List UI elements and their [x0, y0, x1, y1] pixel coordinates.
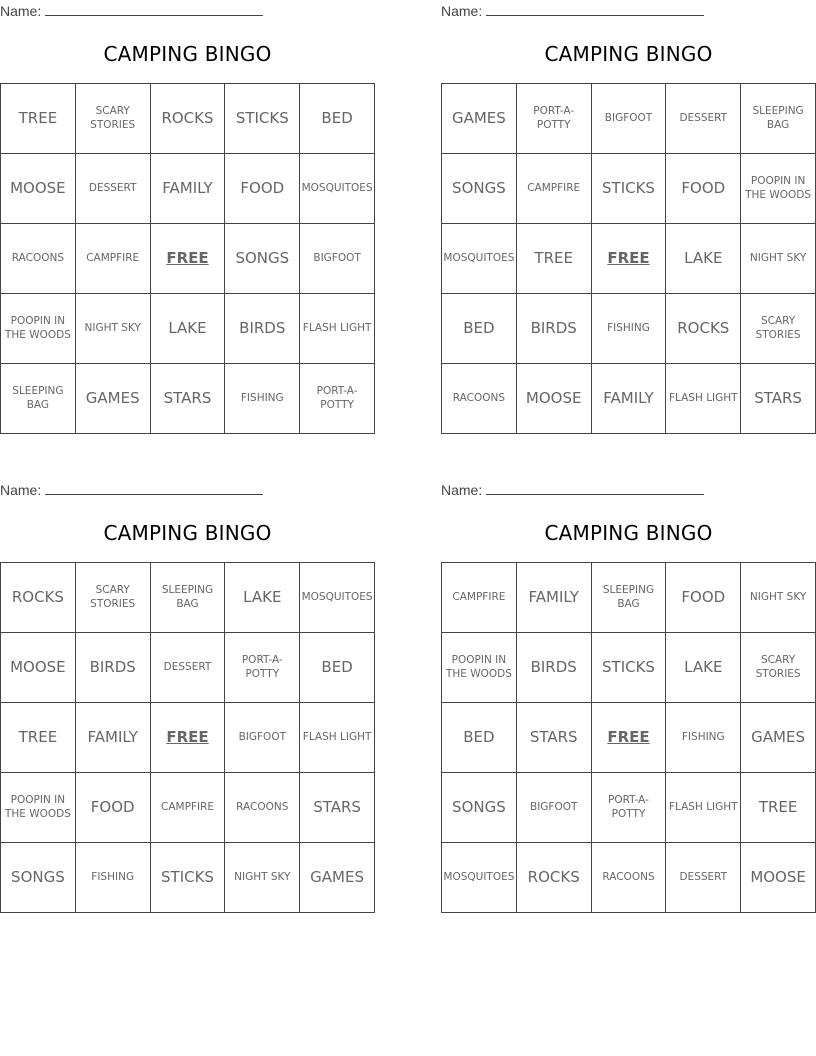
- name-label: Name:: [441, 482, 483, 498]
- bingo-cell: STARS: [741, 364, 816, 434]
- name-field: [441, 3, 704, 19]
- bingo-cell: LAKE: [666, 224, 741, 294]
- bingo-cell: BIGFOOT: [517, 773, 592, 843]
- free-space-cell: FREE: [592, 703, 667, 773]
- bingo-cell: TREE: [741, 773, 816, 843]
- bingo-cell: MOOSE: [1, 154, 76, 224]
- bingo-cell: FOOD: [76, 773, 151, 843]
- bingo-cell: GAMES: [442, 84, 517, 154]
- bingo-cell: STARS: [300, 773, 375, 843]
- free-space-cell: FREE: [151, 224, 226, 294]
- bingo-cell: POOPIN IN THE WOODS: [741, 154, 816, 224]
- bingo-cell: TREE: [517, 224, 592, 294]
- bingo-cell: TREE: [1, 703, 76, 773]
- bingo-cell: SCARY STORIES: [76, 563, 151, 633]
- bingo-cell: RACOONS: [225, 773, 300, 843]
- bingo-cell: RACOONS: [1, 224, 76, 294]
- bingo-cell: FOOD: [225, 154, 300, 224]
- bingo-cell: MOSQUITOES: [300, 154, 375, 224]
- bingo-cell: ROCKS: [517, 843, 592, 913]
- card-title: CAMPING BINGO: [103, 521, 272, 545]
- bingo-cell: FAMILY: [151, 154, 226, 224]
- bingo-cell: MOSQUITOES: [442, 843, 517, 913]
- bingo-cell: STARS: [151, 364, 226, 434]
- free-space-cell: FREE: [151, 703, 226, 773]
- bingo-cell: PORT-A-POTTY: [517, 84, 592, 154]
- bingo-cell: NIGHT SKY: [741, 224, 816, 294]
- bingo-cell: NIGHT SKY: [76, 294, 151, 364]
- bingo-grid: [0, 83, 375, 434]
- bingo-cell: STICKS: [151, 843, 226, 913]
- bingo-cell: POOPIN IN THE WOODS: [1, 773, 76, 843]
- bingo-cell: FISHING: [666, 703, 741, 773]
- bingo-grid: [0, 562, 375, 913]
- bingo-cell: ROCKS: [151, 84, 226, 154]
- bingo-grid: [441, 83, 816, 434]
- bingo-cell: SLEEPING BAG: [1, 364, 76, 434]
- bingo-cell: MOOSE: [1, 633, 76, 703]
- bingo-cell: TREE: [1, 84, 76, 154]
- bingo-cell: MOSQUITOES: [442, 224, 517, 294]
- name-blank-line: [486, 4, 704, 16]
- bingo-cell: CAMPFIRE: [517, 154, 592, 224]
- bingo-cell: FLASH LIGHT: [300, 294, 375, 364]
- bingo-cell: PORT-A-POTTY: [592, 773, 667, 843]
- bingo-cell: STICKS: [592, 633, 667, 703]
- bingo-cell: SLEEPING BAG: [592, 563, 667, 633]
- bingo-cell: POOPIN IN THE WOODS: [1, 294, 76, 364]
- bingo-cell: FISHING: [592, 294, 667, 364]
- bingo-cell: CAMPFIRE: [151, 773, 226, 843]
- name-label: Name:: [0, 3, 42, 19]
- bingo-cell: SCARY STORIES: [741, 633, 816, 703]
- bingo-cell: RACOONS: [592, 843, 667, 913]
- bingo-cell: BIRDS: [225, 294, 300, 364]
- bingo-cell: LAKE: [666, 633, 741, 703]
- bingo-cell: ROCKS: [666, 294, 741, 364]
- bingo-cell: FLASH LIGHT: [666, 364, 741, 434]
- name-label: Name:: [0, 482, 42, 498]
- bingo-cell: STARS: [517, 703, 592, 773]
- bingo-cell: STICKS: [592, 154, 667, 224]
- bingo-cell: SCARY STORIES: [741, 294, 816, 364]
- bingo-cell: FISHING: [225, 364, 300, 434]
- bingo-cell: BED: [442, 294, 517, 364]
- bingo-cell: SLEEPING BAG: [151, 563, 226, 633]
- bingo-cell: SONGS: [1, 843, 76, 913]
- bingo-cell: FAMILY: [76, 703, 151, 773]
- bingo-cell: BIRDS: [517, 294, 592, 364]
- bingo-cell: PORT-A-POTTY: [225, 633, 300, 703]
- bingo-cell: ROCKS: [1, 563, 76, 633]
- bingo-cell: CAMPFIRE: [442, 563, 517, 633]
- bingo-cell: BED: [300, 84, 375, 154]
- bingo-cell: FOOD: [666, 563, 741, 633]
- card-title: CAMPING BINGO: [544, 42, 713, 66]
- bingo-cell: BIGFOOT: [300, 224, 375, 294]
- bingo-cell: GAMES: [741, 703, 816, 773]
- name-field: [441, 482, 704, 498]
- bingo-cell: GAMES: [76, 364, 151, 434]
- bingo-cell: BED: [442, 703, 517, 773]
- bingo-cell: BIGFOOT: [225, 703, 300, 773]
- bingo-cell: DESSERT: [151, 633, 226, 703]
- bingo-cell: SONGS: [225, 224, 300, 294]
- bingo-cell: MOSQUITOES: [300, 563, 375, 633]
- bingo-cell: NIGHT SKY: [225, 843, 300, 913]
- bingo-cell: BED: [300, 633, 375, 703]
- bingo-cell: GAMES: [300, 843, 375, 913]
- bingo-cell: RACOONS: [442, 364, 517, 434]
- name-blank-line: [45, 4, 263, 16]
- bingo-cell: POOPIN IN THE WOODS: [442, 633, 517, 703]
- bingo-cell: FLASH LIGHT: [300, 703, 375, 773]
- bingo-cell: BIRDS: [76, 633, 151, 703]
- name-blank-line: [45, 483, 263, 495]
- bingo-cell: PORT-A-POTTY: [300, 364, 375, 434]
- card-title: CAMPING BINGO: [103, 42, 272, 66]
- bingo-cell: NIGHT SKY: [741, 563, 816, 633]
- name-label: Name:: [441, 3, 483, 19]
- bingo-cell: MOOSE: [517, 364, 592, 434]
- bingo-cell: SCARY STORIES: [76, 84, 151, 154]
- bingo-cell: BIGFOOT: [592, 84, 667, 154]
- bingo-cell: FAMILY: [517, 563, 592, 633]
- bingo-cell: DESSERT: [666, 843, 741, 913]
- bingo-cell: SONGS: [442, 154, 517, 224]
- bingo-cell: SONGS: [442, 773, 517, 843]
- bingo-cell: CAMPFIRE: [76, 224, 151, 294]
- free-space-cell: FREE: [592, 224, 667, 294]
- bingo-cell: LAKE: [151, 294, 226, 364]
- bingo-cell: FISHING: [76, 843, 151, 913]
- name-blank-line: [486, 483, 704, 495]
- bingo-cell: FAMILY: [592, 364, 667, 434]
- bingo-cell: LAKE: [225, 563, 300, 633]
- bingo-cell: STICKS: [225, 84, 300, 154]
- bingo-cell: DESSERT: [666, 84, 741, 154]
- bingo-cell: BIRDS: [517, 633, 592, 703]
- bingo-cell: MOOSE: [741, 843, 816, 913]
- card-title: CAMPING BINGO: [544, 521, 713, 545]
- bingo-grid: [441, 562, 816, 913]
- bingo-cell: DESSERT: [76, 154, 151, 224]
- bingo-cell: FLASH LIGHT: [666, 773, 741, 843]
- bingo-cell: FOOD: [666, 154, 741, 224]
- bingo-cell: SLEEPING BAG: [741, 84, 816, 154]
- name-field: [0, 482, 263, 498]
- name-field: [0, 3, 263, 19]
